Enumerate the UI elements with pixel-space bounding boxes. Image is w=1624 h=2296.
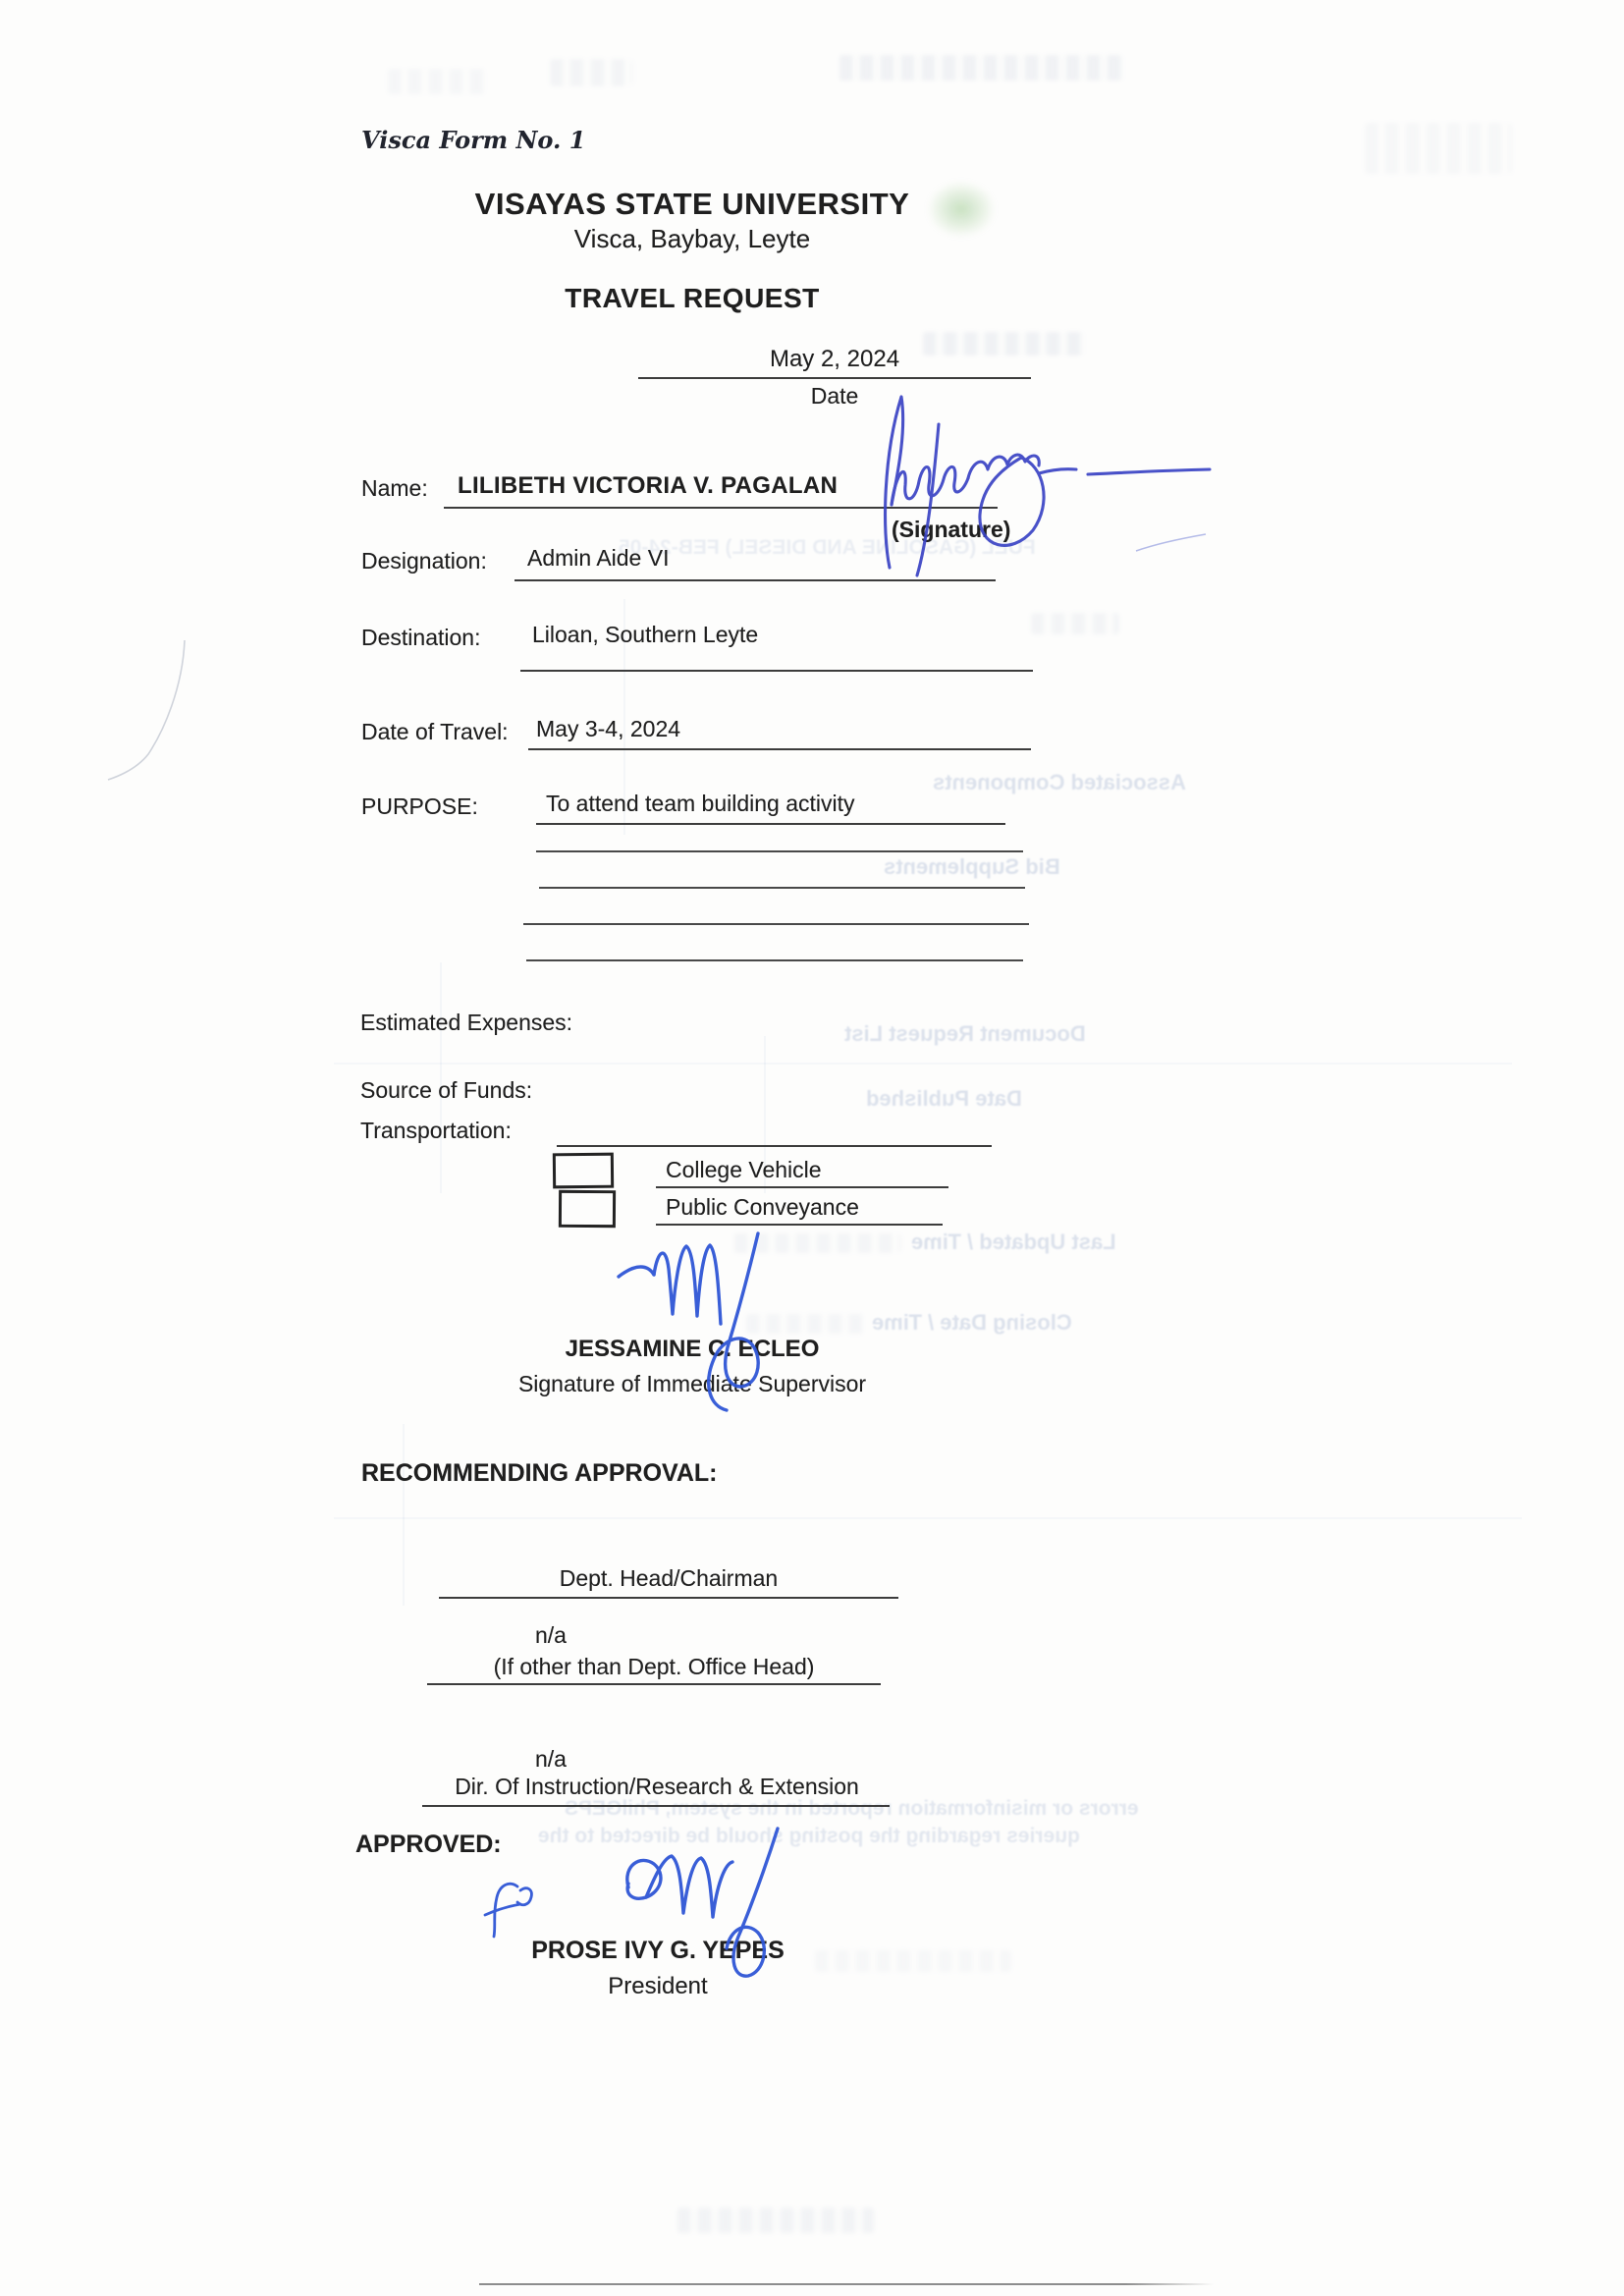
bleed-text-fuel: FUEL (GASOLINE AND DIESEL) FEB-24-05 (619, 536, 1036, 559)
bleed-smudge (746, 1314, 864, 1334)
bleed-text-closing-date: Closing Date / Time (872, 1310, 1072, 1335)
director-caption: Dir. Of Instruction/Research & Extension (455, 1774, 859, 1799)
stray-ink-mark (1136, 534, 1206, 551)
signature-caption: (Signature) (892, 517, 1011, 542)
date-underline (638, 377, 1031, 379)
bleed-smudge (677, 2208, 874, 2233)
bleed-grid-hline (334, 1517, 1522, 1519)
bleed-text-associated-components: Associated Components (933, 770, 1186, 794)
purpose-extra-line (539, 887, 1025, 889)
dept-head-underline (439, 1597, 898, 1599)
university-name: VISAYAS STATE UNIVERSITY (474, 187, 910, 221)
public-conveyance-checkbox (559, 1190, 616, 1228)
bleed-text-note-2: queries regarding the posting should be directed to the (538, 1825, 1080, 1847)
bleed-smudge (1365, 123, 1512, 174)
form-number: Visca Form No. 1 (361, 126, 586, 154)
bleed-smudge (1031, 613, 1119, 634)
name-value: LILIBETH VICTORIA V. PAGALAN (458, 472, 839, 499)
destination-value: Liloan, Southern Leyte (532, 622, 759, 647)
bleed-smudge (550, 59, 633, 86)
bleed-grid-vline (403, 1424, 405, 1606)
na-value-2: n/a (535, 1746, 567, 1772)
purpose-label: PURPOSE: (361, 793, 478, 819)
source-of-funds-label: Source of Funds: (360, 1077, 533, 1103)
designation-underline (514, 579, 996, 581)
director-underline (422, 1805, 890, 1807)
president-title: President (608, 1973, 708, 1999)
crease-mark (108, 640, 185, 780)
bleed-text-date-published: Date Published (866, 1086, 1022, 1111)
form-title: TRAVEL REQUEST (565, 283, 820, 313)
transportation-label: Transportation: (360, 1118, 512, 1143)
college-vehicle-checkbox (553, 1153, 614, 1189)
date-of-travel-underline (528, 748, 1031, 750)
university-address: Visca, Baybay, Leyte (573, 224, 811, 253)
date-of-travel-value: May 3-4, 2024 (536, 716, 681, 741)
designation-label: Designation: (361, 548, 487, 574)
college-vehicle-label: College Vehicle (666, 1157, 822, 1182)
purpose-value: To attend team building activity (546, 791, 855, 816)
recommending-approval-heading: RECOMMENDING APPROVAL: (361, 1459, 718, 1487)
date-value: May 2, 2024 (769, 346, 900, 372)
president-name: PROSE IVY G. YEPES (531, 1937, 785, 1964)
dept-head-caption: Dept. Head/Chairman (559, 1565, 779, 1591)
destination-label: Destination: (361, 625, 481, 650)
bleed-smudge (734, 1233, 901, 1253)
bleed-text-note-1: errors or misinformation reported in the system, PhilGEPS (565, 1797, 1139, 1820)
if-other-caption: (If other than Dept. Office Head) (493, 1654, 815, 1679)
name-underline (444, 507, 998, 509)
date-of-travel-label: Date of Travel: (361, 719, 509, 744)
transportation-underline (557, 1145, 992, 1147)
bleed-smudge (839, 55, 1124, 81)
bleed-grid-hline (334, 1063, 1512, 1065)
bleed-text-last-updated: Last Updated / Time (911, 1230, 1116, 1254)
estimated-expenses-label: Estimated Expenses: (360, 1010, 573, 1035)
president-initial-mark (485, 1884, 531, 1937)
date-label: Date (810, 383, 859, 409)
name-label: Name: (361, 475, 428, 501)
public-conveyance-label: Public Conveyance (666, 1194, 859, 1220)
purpose-extra-line (523, 923, 1029, 925)
supervisor-name: JESSAMINE C. ECLEO (565, 1336, 820, 1362)
bottom-scan-line (479, 2283, 1214, 2285)
bleed-text-bid-supplements: Bid Supplements (884, 854, 1060, 879)
green-scan-blob (927, 181, 996, 238)
purpose-extra-line (536, 850, 1023, 852)
bleed-smudge (815, 1950, 1011, 1972)
if-other-underline (427, 1683, 881, 1685)
bleed-smudge (388, 69, 486, 94)
destination-underline (520, 670, 1033, 672)
public-conveyance-underline (656, 1224, 943, 1226)
bleed-text-document-request-list: Document Request List (844, 1021, 1086, 1046)
na-value-1: n/a (535, 1622, 567, 1648)
designation-value: Admin Aide VI (527, 545, 670, 571)
college-vehicle-underline (656, 1186, 948, 1188)
purpose-extra-line (526, 959, 1023, 961)
purpose-underline (536, 823, 1005, 825)
approved-heading: APPROVED: (355, 1831, 502, 1858)
supervisor-caption: Signature of Immediate Supervisor (517, 1371, 867, 1396)
